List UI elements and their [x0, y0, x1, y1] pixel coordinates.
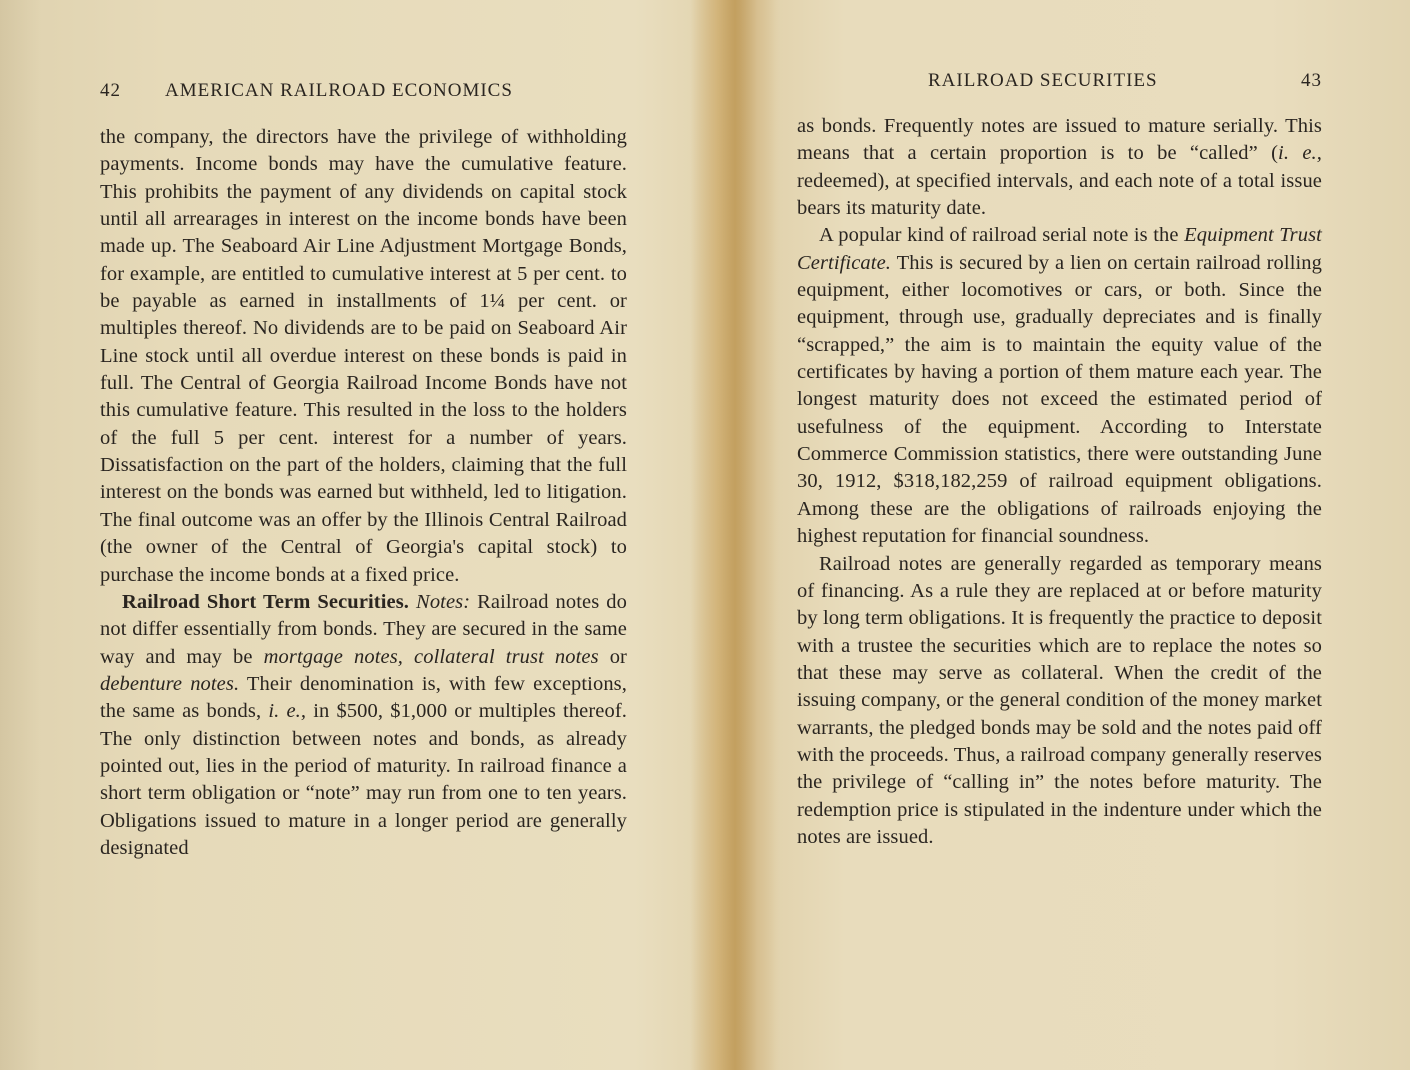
right-paragraph-2	[797, 222, 1322, 550]
note-types-term: mortgage notes, collateral trust notes	[263, 645, 599, 668]
left-paragraph-2-text-c: Their denomination is, with few exceptions, the same as bonds,	[100, 672, 627, 723]
book-gutter	[690, 0, 780, 1070]
right-paragraph-3: Railroad notes are generally regarded as temporary means of financing. As a rule they are replaced at or before maturity by long term obligations. It is frequently the practice to deposit with a trustee the securities which are to replace the notes so that these may serve as collateral. When the credit of the issuing company, or the general condition of the money market warrants, the pledged bonds may be sold and the notes paid off with the proceeds. Thus, a railroad company generally reserves the privilege of “calling in” the notes before maturity. The redemption price is stipulated in the indenture under which the notes are issued.	[797, 552, 1322, 848]
right-paragraph-1-text-b: redeemed), at specified intervals, and each note of a total issue bears its maturity date.	[797, 169, 1322, 220]
left-running-title: AMERICAN RAILROAD ECONOMICS	[165, 80, 513, 101]
right-page-number: 43	[1301, 70, 1322, 91]
equipment-trust-term: Equipment Trust Certificate.	[797, 224, 1322, 274]
left-page	[100, 0, 627, 1070]
section-heading: Railroad Short Term Securities.	[122, 590, 410, 613]
left-page-body	[100, 124, 627, 862]
left-paragraph-2	[100, 589, 627, 862]
left-paragraph-2-text-b: or	[598, 645, 627, 668]
left-running-head	[100, 80, 627, 110]
page-edge-shadow	[0, 0, 40, 1070]
right-paragraph-2-text-b: This is secured by a lien on certain railroad rolling equipment, either locomotives or cars, or both. Since the equipment, through use, gradually depreciates and is finally “scrapped,” the aim is to maintain the equity value of the certificates by having a portion of them mature each year. The longest maturity does not exceed the estimated period of usefulness of the equipment. According to Interstate Commerce Commission statistics, there were outstanding June 30, 1912, $318,182,259 of railroad equipment obligations. Among these are the obligations of railroads enjoying the highest reputation for financial soundness.	[797, 251, 1322, 548]
right-page-body	[797, 113, 1322, 851]
subsection-heading: Notes:	[416, 590, 471, 613]
ie-abbreviation-right: i. e.,	[1278, 142, 1322, 165]
left-paragraph-1: the company, the directors have the privilege of withholding payments. Income bonds may have the cumulative feature. This prohibits the payment of any dividends on capital stock until all arrearages in interest on the income bonds have been made up. The Seaboard Air Line Adjustment Mortgage Bonds, for example, are entitled to cumulative interest at 5 per cent. to be payable as earned in installments of 1¼ per cent. or multiples thereof. No dividends are to be paid on Seaboard Air Line stock until all overdue interest on these bonds is paid in full. The Central of Georgia Railroad Income Bonds have not this cumulative feature. This resulted in the loss to the holders of the full 5 per cent. interest for a number of years. Dissatisfaction on the part of the holders, claiming that the full interest on the bonds was earned but withheld, led to litigation. The final outcome was an offer by the Illinois Central Railroad (the owner of the Central of Georgia's capital stock) to purchase the income bonds at a fixed price.	[100, 126, 627, 586]
right-running-head	[797, 70, 1322, 100]
left-paragraph-2-text-a: Railroad notes do not differ essentially from bonds. They are secured in the same way and may be	[100, 590, 627, 668]
right-running-title: RAILROAD SECURITIES	[928, 70, 1158, 91]
ie-abbreviation: i. e.,	[268, 700, 307, 723]
right-paragraph-1-text-a: as bonds. Frequently notes are issued to mature serially. This means that a certain proportion is to be “called” (	[797, 115, 1322, 165]
right-page	[797, 0, 1322, 1070]
right-paragraph-1	[797, 113, 1322, 222]
left-paragraph-2-text-d: in $500, $1,000 or multiples thereof. The only distinction between notes and bonds, as already pointed out, lies in the period of maturity. In railroad finance a short term obligation or “note” may run from one to ten years. Obligations issued to mature in a longer period are generally designated	[100, 700, 627, 859]
debenture-term: debenture notes.	[100, 672, 240, 695]
left-page-number: 42	[100, 80, 121, 101]
right-paragraph-2-text-a: A popular kind of railroad serial note is the	[819, 224, 1185, 247]
